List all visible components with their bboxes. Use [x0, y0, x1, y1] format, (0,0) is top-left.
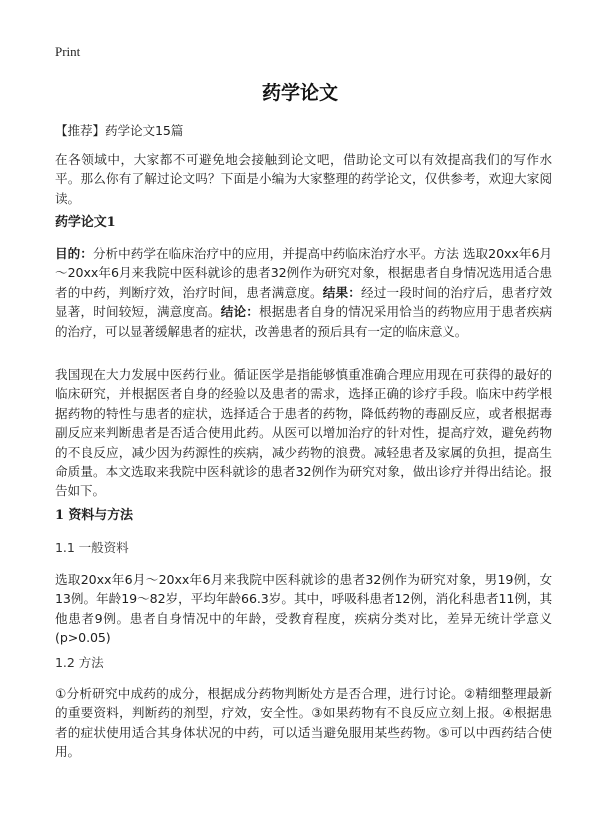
methods-paragraph: ①分析研究中成药的成分，根据成分药物判断处方是否合理，进行讨论。②精细整理最新的重要资料，判断药的剂型，疗效，安全性。③如果药物有不良反应立刻上报。④根据患者的症状使用适合其身体状况的中药，可以适当避免服用某些药物。⑤可以中西药结合使用。: [55, 686, 552, 760]
abstract-paragraph: [55, 244, 552, 341]
result-label: 结果：: [322, 284, 361, 300]
conclusion-text: 根据患者自身的情况采用恰当的药物应用于患者疾病的治疗，可以显著缓解患者的症状，改善患者的预后具有一定的临床意义。: [55, 304, 552, 339]
general-paragraph: 选取20xx年6月～20xx年6月来我院中医科就诊的患者32例作为研究对象，男19例，女13例。年龄19～82岁，平均年龄66.3岁。其中，呼吸科患者12例，消化科患者11例，其他患者9例。患者自身情况中的年龄，受教育程度，疾病分类对比，差异无统计学意义(p>0.05): [55, 572, 552, 646]
conclusion-label: 结论：: [220, 304, 259, 320]
general-heading: 1.1 一般资料: [55, 540, 129, 555]
result-text: 经过一段时间的治疗后，患者疗效显著，时间较短，满意度高。: [55, 284, 552, 320]
recommend-line: 【推荐】药学论文15篇: [55, 123, 184, 138]
materials-heading: 1 资料与方法: [55, 508, 133, 523]
page-title: 药学论文: [261, 82, 338, 104]
print-link[interactable]: Print: [55, 44, 81, 59]
purpose-text: 分析中药学在临床治疗中的应用，并提高中药临床治疗水平。方法 选取20xx年6月～20xx年6月来我院中医科就诊的患者32例作为研究对象，根据患者自身情况选用适合患者的中药，判断疗效，治疗时间，患者满意度。: [55, 246, 552, 300]
purpose-label: 目的：: [55, 246, 93, 261]
section-heading: 药学论文1: [55, 215, 116, 230]
methods-heading: 1.2 方法: [55, 655, 104, 670]
body-paragraph: 我国现在大力发展中医药行业。循证医学是指能够慎重准确合理应用现在可获得的最好的临床研究，并根据医者自身的经验以及患者的需求，选择正确的诊疗手段。临床中药学根据药物的特性与患者的症状，选择适合于患者的药物，降低药物的毒副反应，或者根据毒副反应来判断患者是否适合使用此药。从医可以增加治疗的针对性，提高疗效，避免药物的不良反应，减少因为药源性的疾病，减少药物的浪费。减轻患者及家属的负担，提高生命质量。本文选取来我院中医科就诊的患者32例作为研究对象，做出诊疗并得出结论。报告如下。: [55, 367, 552, 499]
intro-paragraph: 在各领域中，大家都不可避免地会接触到论文吧，借助论文可以有效提高我们的写作水平。那么你有了解过论文吗？下面是小编为大家整理的药学论文，仅供参考，欢迎大家阅读。: [55, 152, 552, 206]
